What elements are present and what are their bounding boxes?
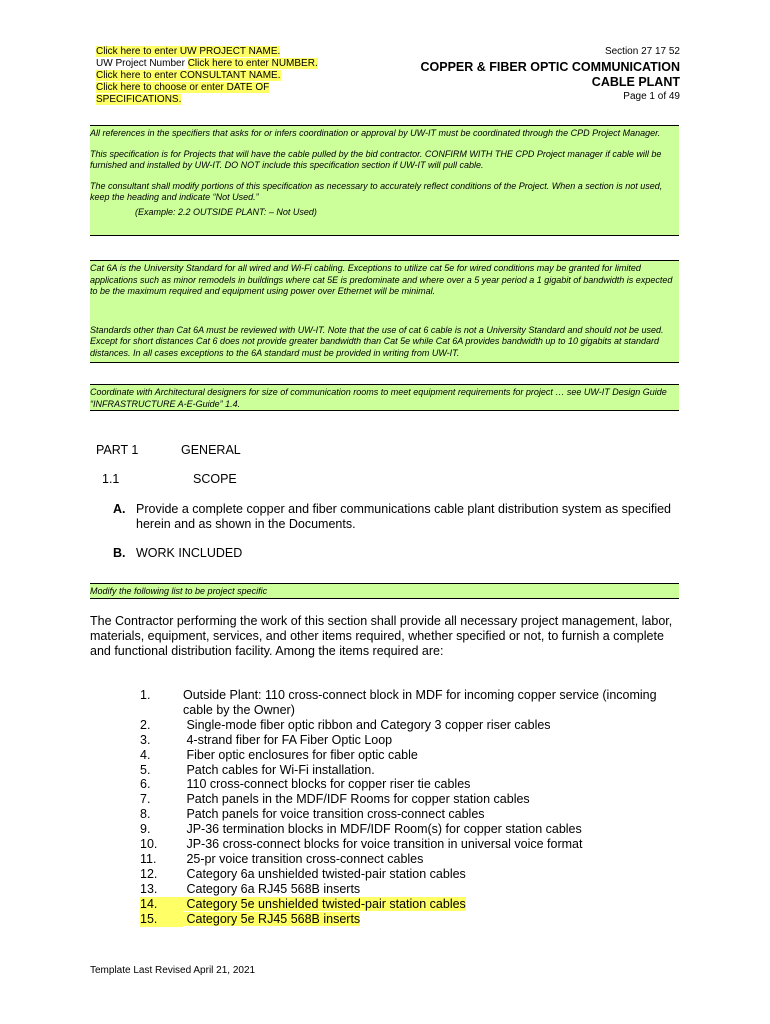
- footer-revision: Template Last Revised April 21, 2021: [90, 965, 256, 976]
- specifier-note-cat6a: [90, 260, 679, 363]
- paragraph-b-text: WORK INCLUDED: [136, 546, 243, 560]
- project-info: [96, 46, 336, 106]
- list-item: 13. Category 6a RJ45 568B inserts: [140, 881, 361, 896]
- list-item-highlighted: 15. Category 5e RJ45 568B inserts: [140, 911, 361, 926]
- paragraph-b-label: B.: [113, 546, 126, 560]
- paragraph-a-text: Provide a complete copper and fiber communications cable plant distribution system as specified herein and as shown in the Documents.: [136, 502, 671, 531]
- project-name-field[interactable]: Click here to enter UW PROJECT NAME.: [96, 46, 281, 57]
- list-item: 1. Outside Plant: 110 cross-connect block in MDF for incoming copper service (incoming cable by the Owner): [140, 688, 657, 717]
- list-item: 10. JP-36 cross-connect blocks for voice transition in universal voice format: [140, 837, 583, 852]
- date-field-line1[interactable]: Click here to choose or enter DATE OF: [96, 82, 270, 93]
- specifier-note-rooms: [90, 384, 679, 411]
- list-item-highlighted: 14. Category 5e unshielded twisted-pair station cables: [140, 896, 466, 911]
- note-text: Cat 6A is the University Standard for all wired and Wi-Fi cabling. Exceptions to utilize cat 5e for wired conditions may be granted for limited applications such as minor remodels in buildings where cat 5E is predominate and where over a 5 year period a 1 gigabit of bandwidth is expected to be the maximum required and equipment using power over Ethernet will be minimal.: [90, 263, 673, 296]
- note-text: Modify the following list to be project specific: [90, 586, 268, 596]
- project-number-label: UW Project Number: [96, 58, 188, 69]
- work-items-list: [140, 688, 680, 927]
- part-number: PART 1: [96, 443, 139, 457]
- list-item: 5. Patch cables for Wi-Fi installation.: [140, 762, 375, 777]
- list-item: 4. Fiber optic enclosures for fiber optic cable: [140, 747, 418, 762]
- article-number: 1.1: [102, 472, 120, 486]
- section-number: Section 27 17 52: [604, 46, 680, 57]
- note-text: The consultant shall modify portions of this specification as necessary to accurately reflect conditions of the Project. When a section is not used, keep the heading and indicate “Not Used.”: [90, 180, 663, 202]
- list-item: 12. Category 6a unshielded twisted-pair station cables: [140, 866, 466, 881]
- consultant-name-field[interactable]: Click here to enter CONSULTANT NAME.: [96, 70, 281, 81]
- section-title-line1: COPPER & FIBER OPTIC COMMUNICATION: [420, 60, 680, 74]
- list-item: 8. Patch panels for voice transition cross-connect cables: [140, 807, 485, 822]
- work-included-intro: The Contractor performing the work of this section shall provide all necessary project management, labor, materials, equipment, services, and other items required, whether specified or not, to furnish a complete and functional distribution facility. Among the items required are:: [90, 614, 673, 658]
- note-text: This specification is for Projects that will have the cable pulled by the bid contractor. CONFIRM WITH THE CPD Project manager if cable will be furnished and installed by UW-IT. DO NOT include this specification section if UW-IT will pull cable.: [90, 148, 662, 170]
- list-item: 2. Single-mode fiber optic ribbon and Category 3 copper riser cables: [140, 717, 551, 732]
- list-item: 3. 4-strand fiber for FA Fiber Optic Loop: [140, 732, 393, 747]
- list-item: 7. Patch panels in the MDF/IDF Rooms for copper station cables: [140, 792, 530, 807]
- list-item: 11. 25-pr voice transition cross-connect cables: [140, 851, 424, 866]
- list-item: 6. 110 cross-connect blocks for copper riser tie cables: [140, 777, 471, 792]
- section-header: [421, 46, 681, 103]
- note-text: Standards other than Cat 6A must be reviewed with UW-IT. Note that the use of cat 6 cable is not a University Standard and should not be used. Except for short distances Cat 6 does not provide greater bandwidth than Cat 5e while Cat 6A provides bandwidth up to 10 gigabits at standard distances. In all cases exceptions to the 6A standard must be provided in writing from UW-IT.: [90, 324, 664, 358]
- specifier-note-coordination: [90, 125, 679, 236]
- article-title: SCOPE: [193, 472, 237, 486]
- specifier-note-modify-list: [90, 583, 679, 599]
- list-item: 9. JP-36 termination blocks in MDF/IDF Room(s) for copper station cables: [140, 822, 582, 837]
- part-title: GENERAL: [181, 443, 241, 457]
- project-number-field[interactable]: Click here to enter NUMBER.: [187, 58, 318, 69]
- note-example: (Example: 2.2 OUTSIDE PLANT: – Not Used): [135, 206, 317, 217]
- page-number: Page 1 of 49: [623, 91, 680, 102]
- note-text: All references in the specifiers that asks for or infers coordination or approval by UW-IT must be coordinated through the CPD Project Manager.: [90, 128, 661, 138]
- paragraph-a-label: A.: [113, 502, 126, 516]
- note-text: Coordinate with Architectural designers for size of communication rooms to meet equipment requirements for project … see UW-IT Design Guide “INFRASTRUCTURE A-E-Guide” 1.4.: [90, 387, 667, 409]
- date-field-line2[interactable]: SPECIFICATIONS.: [96, 94, 182, 105]
- section-title-line2: CABLE PLANT: [591, 75, 680, 89]
